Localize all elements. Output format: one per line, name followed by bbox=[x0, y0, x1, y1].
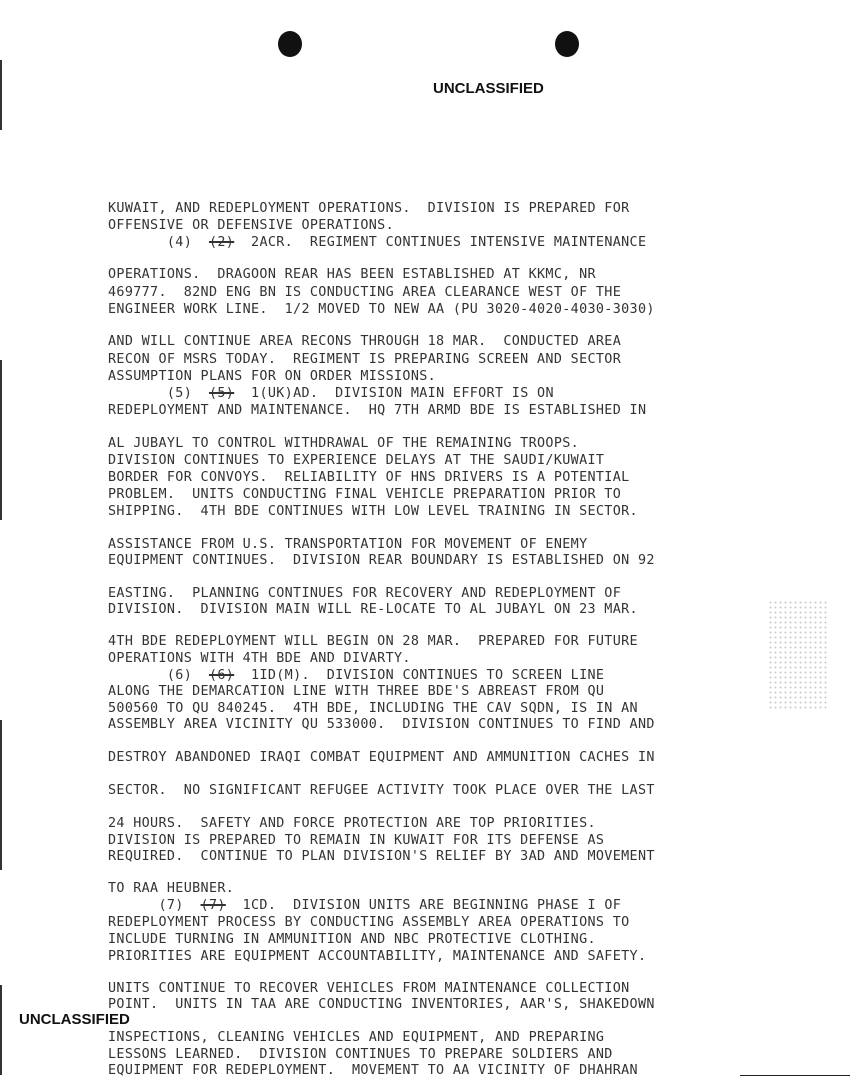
line-text: 1(UK)AD. DIVISION MAIN EFFORT IS ON bbox=[234, 386, 554, 401]
line-text: DIVISION CONTINUES TO EXPERIENCE DELAYS AT THE SAUDI/KUWAIT bbox=[108, 453, 605, 468]
scan-noise bbox=[768, 600, 828, 710]
paragraph-number: (4) bbox=[108, 235, 209, 250]
punch-hole-right bbox=[555, 31, 579, 57]
line-text: EQUIPMENT FOR REDEPLOYMENT. MOVEMENT TO AA VICINITY OF DHAHRAN bbox=[108, 1063, 638, 1078]
line-text: INSPECTIONS, CLEANING VEHICLES AND EQUIPMENT, AND PREPARING bbox=[108, 1030, 605, 1045]
text-line bbox=[108, 915, 630, 931]
line-text: RECON OF MSRS TODAY. REGIMENT IS PREPARING SCREEN AND SECTOR bbox=[108, 352, 622, 367]
text-line bbox=[108, 201, 630, 217]
margin-mark bbox=[0, 60, 2, 130]
text-line bbox=[108, 1047, 613, 1063]
text-line bbox=[108, 981, 630, 997]
struck-classification-marking: (7) bbox=[200, 898, 226, 913]
text-line bbox=[108, 453, 604, 469]
text-line bbox=[108, 302, 655, 318]
line-text: REDEPLOYMENT PROCESS BY CONDUCTING ASSEMBLY AREA OPERATIONS TO bbox=[108, 915, 630, 930]
paragraph-number: (6) bbox=[108, 668, 209, 683]
line-text: 1ID(M). DIVISION CONTINUES TO SCREEN LINE bbox=[234, 668, 605, 683]
text-line bbox=[108, 352, 621, 368]
text-line bbox=[108, 651, 411, 667]
line-text: ENGINEER WORK LINE. 1/2 MOVED TO NEW AA (PU 3020-4020-4030-3030) bbox=[108, 302, 655, 317]
line-text: 4TH BDE REDEPLOYMENT WILL BEGIN ON 28 MAR. PREPARED FOR FUTURE bbox=[108, 634, 638, 649]
text-line bbox=[108, 334, 621, 350]
line-text: 24 HOURS. SAFETY AND FORCE PROTECTION ARE TOP PRIORITIES. bbox=[108, 816, 596, 831]
line-text: DIVISION. DIVISION MAIN WILL RE-LOCATE TO AL JUBAYL ON 23 MAR. bbox=[108, 602, 638, 617]
text-line bbox=[108, 470, 630, 486]
line-text: ASSEMBLY AREA VICINITY QU 533000. DIVISION CONTINUES TO FIND AND bbox=[108, 717, 655, 732]
text-line bbox=[108, 932, 596, 948]
text-line bbox=[108, 816, 596, 832]
classification-header: UNCLASSIFIED bbox=[433, 80, 544, 97]
line-text: ASSISTANCE FROM U.S. TRANSPORTATION FOR MOVEMENT OF ENEMY bbox=[108, 537, 588, 552]
text-line bbox=[108, 386, 554, 402]
text-line bbox=[108, 403, 646, 419]
line-text: POINT. UNITS IN TAA ARE CONDUCTING INVENTORIES, AAR'S, SHAKEDOWN bbox=[108, 997, 655, 1012]
text-line bbox=[108, 1030, 604, 1046]
text-line bbox=[108, 369, 436, 385]
text-line bbox=[108, 949, 646, 965]
line-text: ASSUMPTION PLANS FOR ON ORDER MISSIONS. bbox=[108, 369, 437, 384]
text-line bbox=[108, 833, 604, 849]
text-line bbox=[108, 586, 621, 602]
text-line bbox=[108, 849, 655, 865]
text-line bbox=[108, 783, 655, 799]
paragraph-number: (7) bbox=[108, 898, 201, 913]
line-text: INCLUDE TURNING IN AMMUNITION AND NBC PROTECTIVE CLOTHING. bbox=[108, 932, 596, 947]
struck-classification-marking: (6) bbox=[208, 668, 235, 683]
text-line bbox=[108, 881, 234, 897]
text-line bbox=[108, 701, 638, 717]
line-text: AL JUBAYL TO CONTROL WITHDRAWAL OF THE REMAINING TROOPS. bbox=[108, 436, 580, 451]
line-text: SHIPPING. 4TH BDE CONTINUES WITH LOW LEVEL TRAINING IN SECTOR. bbox=[108, 504, 638, 519]
text-line bbox=[108, 634, 638, 650]
text-line bbox=[108, 285, 621, 301]
text-line bbox=[108, 898, 621, 914]
text-line bbox=[108, 668, 604, 684]
classification-footer: UNCLASSIFIED bbox=[19, 1011, 130, 1028]
line-text: REDEPLOYMENT AND MAINTENANCE. HQ 7TH ARMD BDE IS ESTABLISHED IN bbox=[108, 403, 647, 418]
line-text: OPERATIONS WITH 4TH BDE AND DIVARTY. bbox=[108, 651, 411, 666]
text-line bbox=[108, 267, 596, 283]
text-line bbox=[108, 717, 655, 733]
line-text: PRIORITIES ARE EQUIPMENT ACCOUNTABILITY, MAINTENANCE AND SAFETY. bbox=[108, 949, 647, 964]
struck-classification-marking: (5) bbox=[208, 386, 235, 401]
punch-hole-left bbox=[278, 31, 302, 57]
text-line bbox=[108, 1063, 638, 1078]
margin-mark bbox=[0, 360, 2, 520]
line-text: REQUIRED. CONTINUE TO PLAN DIVISION'S RELIEF BY 3AD AND MOVEMENT bbox=[108, 849, 655, 864]
struck-classification-marking: (2) bbox=[208, 235, 235, 250]
line-text: TO RAA HEUBNER. bbox=[108, 881, 235, 896]
margin-mark bbox=[0, 720, 2, 870]
line-text: 1CD. DIVISION UNITS ARE BEGINNING PHASE I OF bbox=[225, 898, 622, 913]
line-text: OFFENSIVE OR DEFENSIVE OPERATIONS. bbox=[108, 218, 395, 233]
end-rule bbox=[740, 1075, 850, 1076]
line-text: EASTING. PLANNING CONTINUES FOR RECOVERY AND REDEPLOYMENT OF bbox=[108, 586, 622, 601]
text-line bbox=[108, 487, 621, 503]
line-text: 469777. 82ND ENG BN IS CONDUCTING AREA CLEARANCE WEST OF THE bbox=[108, 285, 622, 300]
text-line bbox=[108, 997, 655, 1013]
line-text: SECTOR. NO SIGNIFICANT REFUGEE ACTIVITY TOOK PLACE OVER THE LAST bbox=[108, 783, 655, 798]
line-text: KUWAIT, AND REDEPLOYMENT OPERATIONS. DIVISION IS PREPARED FOR bbox=[108, 201, 630, 216]
text-line bbox=[108, 684, 604, 700]
line-text: BORDER FOR CONVOYS. RELIABILITY OF HNS DRIVERS IS A POTENTIAL bbox=[108, 470, 630, 485]
text-line bbox=[108, 436, 579, 452]
line-text: OPERATIONS. DRAGOON REAR HAS BEEN ESTABLISHED AT KKMC, NR bbox=[108, 267, 596, 282]
text-line bbox=[108, 235, 646, 251]
line-text: DIVISION IS PREPARED TO REMAIN IN KUWAIT FOR ITS DEFENSE AS bbox=[108, 833, 605, 848]
line-text: UNITS CONTINUE TO RECOVER VEHICLES FROM MAINTENANCE COLLECTION bbox=[108, 981, 630, 996]
text-line bbox=[108, 553, 655, 569]
margin-mark bbox=[0, 985, 2, 1075]
text-line bbox=[108, 218, 394, 234]
line-text: LESSONS LEARNED. DIVISION CONTINUES TO PREPARE SOLDIERS AND bbox=[108, 1047, 613, 1062]
line-text: 2ACR. REGIMENT CONTINUES INTENSIVE MAINTENANCE bbox=[234, 235, 647, 250]
line-text: AND WILL CONTINUE AREA RECONS THROUGH 18 MAR. CONDUCTED AREA bbox=[108, 334, 622, 349]
line-text: EQUIPMENT CONTINUES. DIVISION REAR BOUNDARY IS ESTABLISHED ON 92 bbox=[108, 553, 655, 568]
paragraph-number: (5) bbox=[108, 386, 209, 401]
line-text: DESTROY ABANDONED IRAQI COMBAT EQUIPMENT AND AMMUNITION CACHES IN bbox=[108, 750, 655, 765]
text-line bbox=[108, 602, 638, 618]
line-text: PROBLEM. UNITS CONDUCTING FINAL VEHICLE PREPARATION PRIOR TO bbox=[108, 487, 622, 502]
text-line bbox=[108, 750, 655, 766]
line-text: ALONG THE DEMARCATION LINE WITH THREE BDE'S ABREAST FROM QU bbox=[108, 684, 605, 699]
text-line bbox=[108, 537, 587, 553]
text-line bbox=[108, 504, 638, 520]
line-text: 500560 TO QU 840245. 4TH BDE, INCLUDING THE CAV SQDN, IS IN AN bbox=[108, 701, 638, 716]
